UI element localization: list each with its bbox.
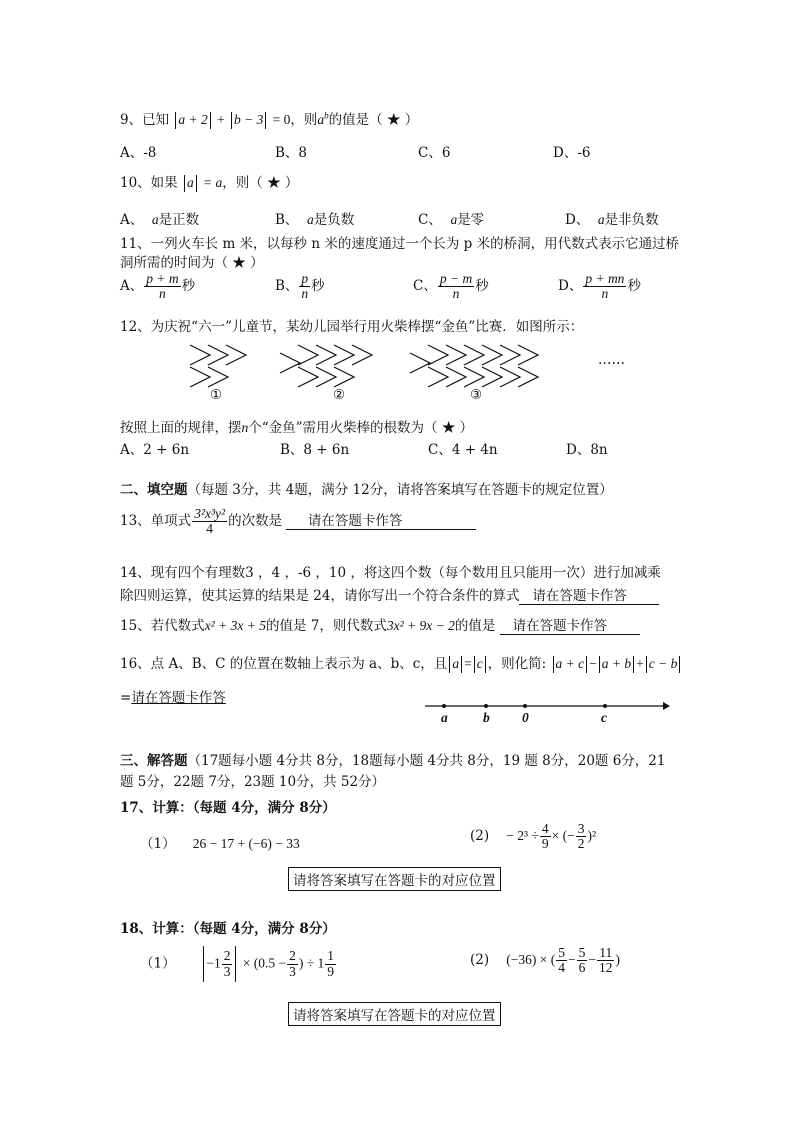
q9-option-b: B、8 [275, 145, 308, 161]
q15: 15、若代数式x² + 3x + 5的值是 7，则代数式3x² + 9x − 2的值是 请在答题卡作答 [120, 614, 640, 635]
q9-abs1: a + 2 [178, 112, 208, 127]
q12-option-a: A、2 + 6n [120, 442, 190, 458]
q10-option-d: D、 a是非负数 [565, 212, 659, 228]
figure-ellipsis: …… [598, 352, 625, 368]
q11-option-a: A、 $\frac{p + m}{n}$ 秒 [120, 271, 196, 302]
figure-label-2: ② [333, 387, 346, 403]
q9-suffix: 的值是（ ★ ） [328, 112, 419, 128]
q9-abs2: b − 3 [233, 112, 264, 127]
q12-line1: 12、为庆祝“六一”儿童节，某幼儿园举行用火柴棒摆“金鱼”比赛．如图所示： [120, 319, 584, 335]
q15-answer: 请在答题卡作答 [512, 618, 608, 634]
q11-option-d: D、 $\frac{p + mn}{n}$ 秒 [558, 271, 641, 302]
q12-option-b: B、8 + 6n [280, 442, 350, 458]
axis-label-zero: 0 [522, 710, 529, 725]
axis-label-c: c [601, 710, 607, 725]
goldfish-2 [280, 345, 372, 387]
q12-option-c: C、4 + 4n [428, 442, 498, 458]
q10-stem [120, 171, 298, 192]
q14-line2: 除四则运算，使其运算的结果是 24，请你写出一个符合条件的算式 请在答题卡作答 [120, 584, 659, 605]
q10-option-c: C、 a是零 [418, 212, 485, 228]
point-a [442, 704, 446, 708]
q18-answer-box: 请将答案填写在答题卡的对应位置 [288, 1002, 501, 1026]
figure-label-1: ① [210, 387, 223, 403]
point-b [484, 704, 488, 708]
q13: 13、单项式 $\frac{\text{3²x³y²}}{4}$ 的次数是 请在答题卡作答 [120, 507, 476, 536]
q9-exp: b [324, 110, 329, 121]
q10-abs: a [186, 175, 194, 190]
q14-line1: 14、现有四个有理数3 ，4 ，-6 ，10 ，将这四个数（每个数用且只能用一次）进行加减乘 [120, 565, 661, 581]
goldfish-figure [180, 335, 640, 410]
goldfish-3 [410, 345, 538, 387]
point-zero [523, 704, 527, 708]
section2-heading: 二、填空题（每题 3分，共 4题，满分 12分，请将答案填写在答题卡的规定位置） [120, 482, 613, 498]
q18-title: 18、计算：（每题 4分，满分 8分） [120, 921, 336, 937]
section3-note-line2: 题 5分，22题 7分，23题 10分，共 52分） [120, 774, 386, 790]
q10-prefix: 10、如果 [120, 175, 178, 191]
q17-part1: （1） 26 − 17 + (−6) − 33 [140, 836, 300, 852]
q9-option-a: A、-8 [120, 145, 157, 161]
q11-line1: 11、一列火车长 m 米，以每秒 n 米的速度通过一个长为 p 米的桥洞，用代数式表示它通过桥 [120, 236, 680, 252]
q17-title: 17、计算：（每题 4分，满分 8分） [120, 800, 336, 816]
q18-part1: （1） −1 $\frac{2}{3}$ × (0.5 − $\frac{2}{3}$ ) ÷ 1 $\frac{1}{9}$ [140, 946, 337, 982]
q14-answer: 请在答题卡作答 [532, 588, 627, 604]
q17-answer-box: 请将答案填写在答题卡的对应位置 [288, 867, 501, 891]
q9-prefix: 9、已知 [120, 112, 170, 128]
q12-line2: 按照上面的规律，摆n个“金鱼”需用火柴棒的根数为（ ★ ） [120, 420, 474, 436]
q9-mid: ，则 [290, 112, 318, 128]
q9-option-c: C、6 [418, 145, 451, 161]
q16-answer: 请在答题卡作答 [131, 690, 226, 706]
q10-option-a: A、 a是正数 [120, 212, 200, 228]
number-line [425, 698, 670, 728]
q17-part2: (2) − 2³ ÷ $\frac{4}{9}$ × (− $\frac{3}{2}$ )² [470, 821, 597, 852]
q10-option-b: B、 a是负数 [275, 212, 355, 228]
q9-base: a [317, 112, 325, 127]
figure-label-3: ③ [470, 387, 483, 403]
q9-eq: = 0 [272, 112, 291, 127]
goldfish-1 [190, 345, 246, 387]
q9-stem: 9、已知 a + 2 + b − 3 = 0，则$a^b$的值是（ ★ ） [120, 110, 419, 128]
point-c [603, 704, 607, 708]
q9-option-d: D、-6 [553, 145, 591, 161]
q16-stem: 16、点 A、B、C 的位置在数轴上表示为 a、b、c，且 a = c ，则化简: a + c − a + b + c − b [120, 652, 682, 673]
q18-part2: (2) (−36) × ( $\frac{5}{4}$ − $\frac{5}{6}$ − $\frac{11}{12}$ ) [470, 945, 621, 976]
q10-suffix: ，则（ ★ ） [222, 175, 299, 191]
q13-answer: 请在答题卡作答 [307, 513, 403, 530]
q10-eq: = a [203, 175, 223, 190]
q11-option-b: B、 $\frac{p}{n}$ 秒 [275, 271, 325, 302]
q11-option-c: C、 $\frac{p - m}{n}$ 秒 [413, 271, 489, 302]
q11-line2: 洞所需的时间为（ ★ ） [120, 255, 264, 271]
q16-answer-line: =请在答题卡作答 [120, 690, 226, 706]
axis-label-a: a [441, 710, 448, 725]
q12-option-d: D、8n [566, 442, 608, 458]
section3-heading: 三、解答题（17题每小题 4分共 8分，18题每小题 4分共 8分，19 题 8分，20题 6分，21 [120, 753, 666, 769]
axis-label-b: b [483, 710, 490, 725]
